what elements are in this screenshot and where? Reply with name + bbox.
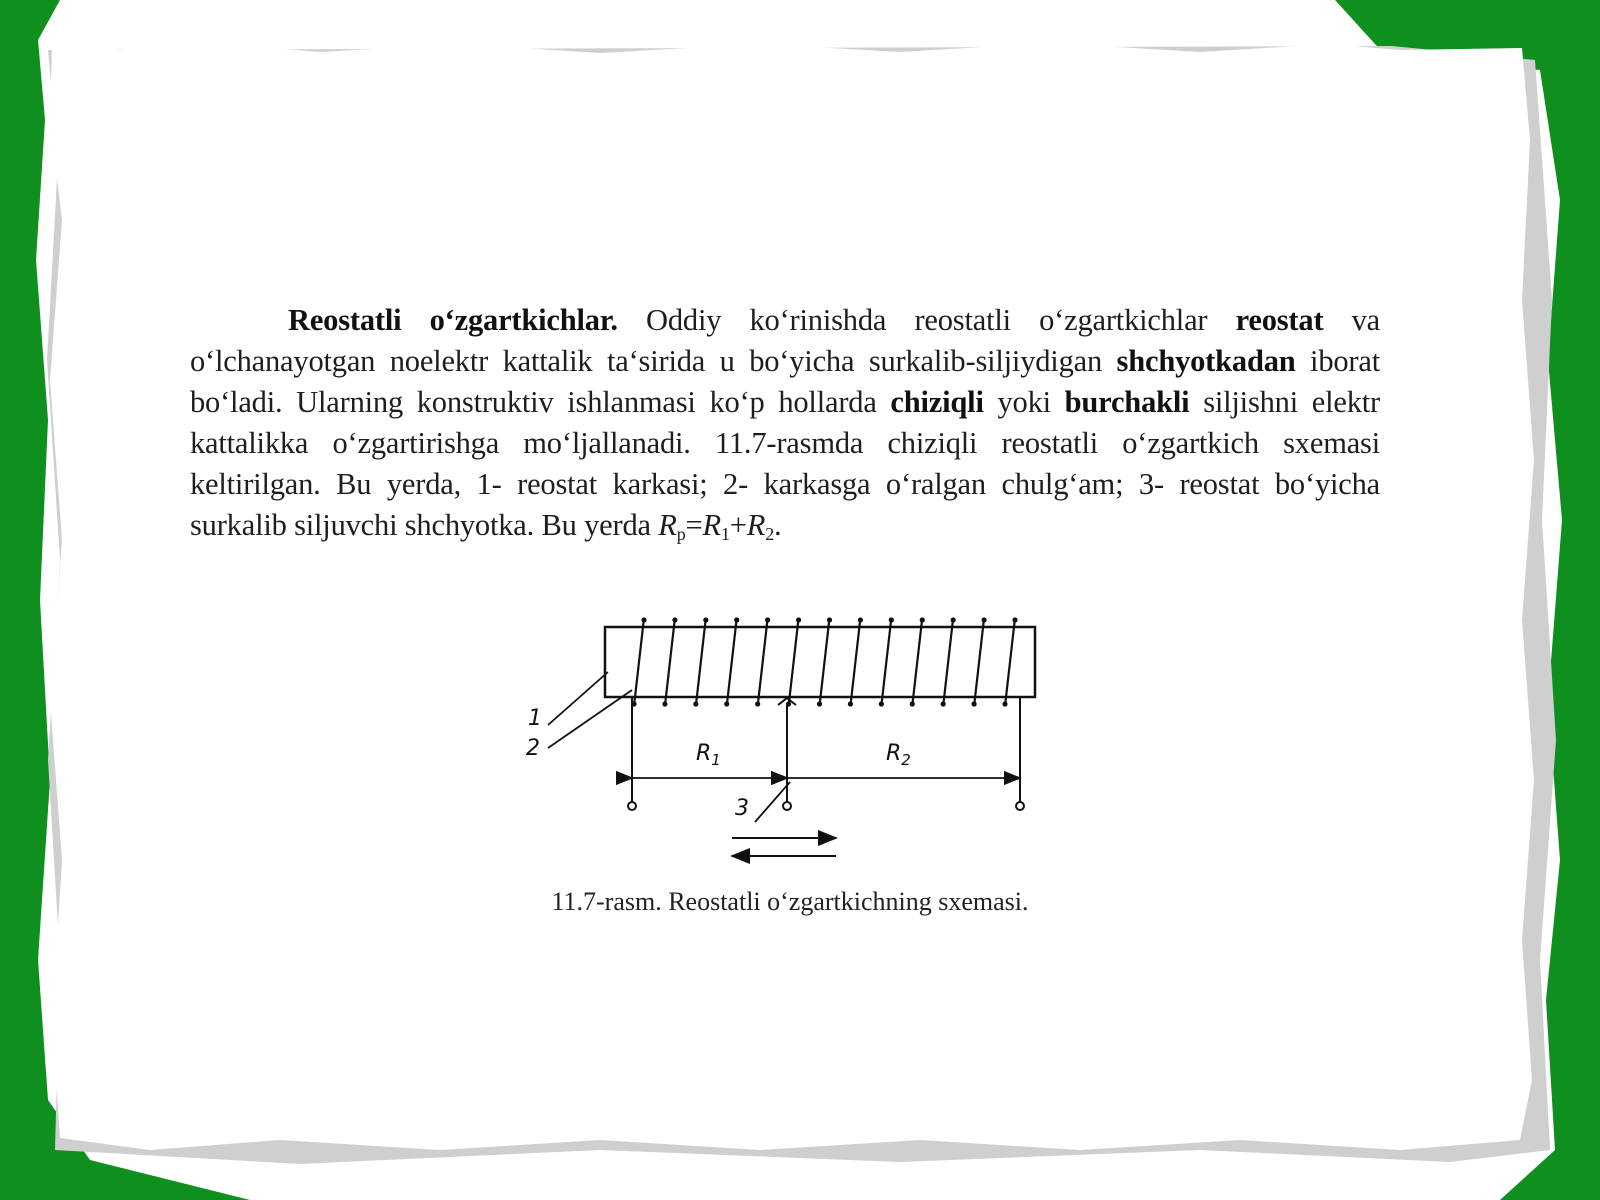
- winding-turn-bottom-dot: [724, 701, 729, 706]
- winding-coil: [631, 617, 1017, 706]
- term-reostatli-ozgartkichlar: Reostatli o‘zgartkichlar.: [288, 303, 618, 337]
- winding-turn-top-dot: [827, 617, 832, 622]
- winding-turn-bottom-dot: [662, 701, 667, 706]
- right-terminal: [1016, 802, 1024, 810]
- winding-turn: [634, 618, 644, 706]
- label-1: 1: [528, 706, 542, 731]
- winding-turn: [696, 618, 706, 706]
- winding-turn-bottom-dot: [971, 701, 976, 706]
- winding-turn-bottom-dot: [693, 701, 698, 706]
- winding-turn: [727, 618, 737, 706]
- winding-turn: [1005, 618, 1015, 706]
- text-run: va o‘lchanayotgan noelektr kattalik ta‘sirida u bo‘yicha surkalib-siljiydigan: [190, 303, 1381, 378]
- winding-turn-bottom-dot: [817, 701, 822, 706]
- term-shchyotkadan: shchyotkadan: [1116, 344, 1296, 378]
- rheostat-diagram: [500, 610, 1070, 875]
- winding-turn-top-dot: [889, 617, 894, 622]
- brush-terminal: [783, 802, 791, 810]
- text-run: siljishni elektr kattalikka o‘zgartirishga mo‘ljallanadi. 11.7-rasmda chiziqli reostatli o‘zgartkich sxemasi keltirilgan. Bu yerda, 1- reostat karkasi; 2- karkasga o‘ralgan chulg‘am; 3- reostat bo‘yicha surkalib siljuvchi shchyotka. Bu yerda: [190, 385, 1380, 542]
- winding-turn-bottom-dot: [755, 701, 760, 706]
- winding-turn-bottom-dot: [1002, 701, 1007, 706]
- winding-turn-bottom-dot: [879, 701, 884, 706]
- winding-turn-top-dot: [734, 617, 739, 622]
- term-reostat: reostat: [1235, 303, 1324, 337]
- winding-turn-bottom-dot: [910, 701, 915, 706]
- winding-turn-bottom-dot: [848, 701, 853, 706]
- text-run: iborat bo‘ladi. Ularning konstruktiv ishlanmasi ko‘p hollarda: [190, 344, 1380, 419]
- label-3: 3: [735, 796, 749, 821]
- winding-turn: [974, 618, 984, 706]
- text-run: yoki: [983, 385, 1065, 419]
- winding-turn-top-dot: [920, 617, 925, 622]
- winding-turn-top-dot: [672, 617, 677, 622]
- winding-turn-top-dot: [796, 617, 801, 622]
- label-r1: $R_1$: [696, 741, 721, 769]
- body-paragraph: [190, 300, 1380, 546]
- winding-turn: [850, 618, 860, 706]
- text-run: Oddiy ko‘rinishda reostatli o‘zgartkichlar: [617, 303, 1236, 337]
- winding-turn-top-dot: [1012, 617, 1017, 622]
- winding-turn-top-dot: [858, 617, 863, 622]
- winding-turn: [912, 618, 922, 706]
- label-2: 2: [526, 736, 540, 761]
- winding-turn: [665, 618, 675, 706]
- winding-turn: [943, 618, 953, 706]
- figure-caption: 11.7-rasm. Reostatli o‘zgartkichning sxemasi.: [551, 887, 1029, 916]
- leader-line-2: [548, 690, 632, 748]
- winding-turn-top-dot: [765, 617, 770, 622]
- winding-turn-top-dot: [981, 617, 986, 622]
- label-r2: $R_2$: [886, 741, 911, 769]
- leader-line-1: [548, 672, 608, 725]
- winding-turn: [758, 618, 768, 706]
- formula-rp: $R_p=R_1+R_2$.: [658, 508, 782, 544]
- term-chiziqli: chiziqli: [890, 385, 984, 419]
- winding-turn: [789, 618, 799, 706]
- winding-turn-top-dot: [703, 617, 708, 622]
- winding-turn: [881, 618, 891, 706]
- winding-turn: [820, 618, 830, 706]
- winding-turn-top-dot: [641, 617, 646, 622]
- left-terminal: [628, 802, 636, 810]
- term-burchakli: burchakli: [1064, 385, 1190, 419]
- winding-turn-bottom-dot: [941, 701, 946, 706]
- winding-turn-top-dot: [951, 617, 956, 622]
